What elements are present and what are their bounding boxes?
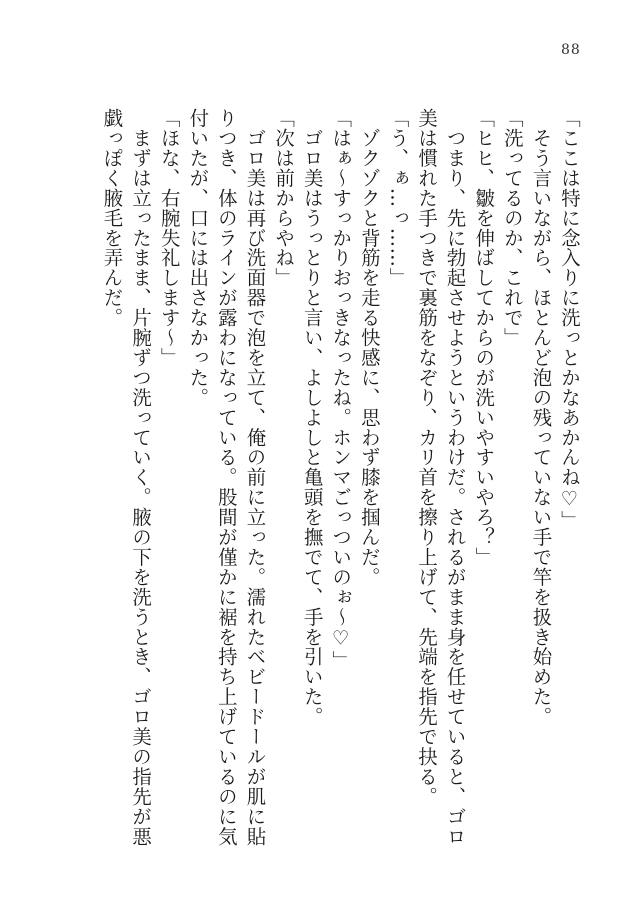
text-line: まずは立ったまま、片腕ずつ洗っていく。腋の下を洗うとき、ゴロ美の指先が悪 bbox=[129, 108, 153, 847]
text-line: りつき、体のラインが露わになっている。股間が僅かに裾を持ち上げているのに気 bbox=[214, 108, 238, 847]
text-line: ゴロ美は再び洗面器で泡を立て、俺の前に立った。濡れたベビードールが肌に貼 bbox=[243, 108, 267, 847]
text-line: 「ヒヒ、皺を伸ばしてからのが洗いやすいやろ？」 bbox=[472, 108, 496, 567]
text-line: 美は慣れた手つきで裏筋をなぞり、カリ首を擦り上げて、先端を指先で抉る。 bbox=[415, 108, 439, 807]
text-line: ゾクゾクと背筋を走る快感に、思わず膝を掴んだ。 bbox=[357, 108, 381, 587]
text-line: 「ここは特に念入りに洗っとかなあかんね♡」 bbox=[558, 108, 581, 531]
vertical-text-body bbox=[97, 108, 583, 880]
text-line: 「う、ぁ…っ……」 bbox=[386, 108, 410, 288]
text-line: そう言いながら、ほとんど泡の残っていない手で竿を扱き始めた。 bbox=[529, 108, 553, 727]
text-line: つまり、先に勃起させようというわけだ。されるがまま身を任せていると、ゴロ bbox=[443, 108, 467, 847]
page-number: 88 bbox=[561, 42, 581, 58]
text-line: ゴロ美はうっとりと言い、よしよしと亀頭を撫でて、手を引いた。 bbox=[300, 108, 324, 727]
text-line: 「はぁ〜すっかりおっきなったね。ホンマごっついのぉ〜♡」 bbox=[329, 108, 353, 671]
text-line: 付いたが、口には出さなかった。 bbox=[186, 108, 210, 408]
text-line: 「ほな、右腕失礼します〜」 bbox=[157, 108, 181, 368]
text-line: 「洗ってるのか、これで」 bbox=[500, 108, 524, 348]
text-line: 「次は前からやね」 bbox=[272, 108, 296, 288]
text-line: 戯っぽく腋毛を弄んだ。 bbox=[100, 108, 124, 328]
